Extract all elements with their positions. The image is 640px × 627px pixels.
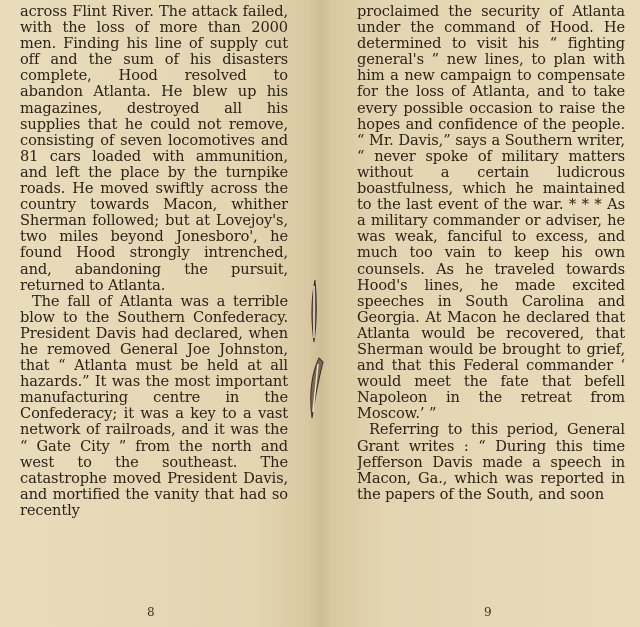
right-page [357, 4, 625, 606]
left-paragraph-2: The fall of Atlanta was a terrible blow to the Southern Confederacy. President Davis had declared, when he removed General Joe Johnston, that “ Atlanta must be held at all hazards.” It was the most important manufacturing centre in the Confederacy; it was a key to a vast network of railroads, and it was the “ Gate City ” from the north and west to the southeast. The catastrophe moved President Davis, and mortified the vanity that had so recently [20, 292, 288, 519]
right-paragraph-2: Referring to this period, General Grant writes : “ During this time Jefferson Davis made a speech in Macon, Ga., which was reported in the papers of the South, and soon [357, 421, 625, 503]
right-paragraph-1: proclaimed the security of Atlanta under the command of Hood. He determined to visit his “ fighting general's ” new lines, to plan with him a new campaign to compensate for the loss of Atlanta, and to take every possible occasion to raise the hopes and confidence of the people. “ Mr. Davis,” says a Southern writer, “ never spoke of military matters without a certain ludicrous boastfulness, which he maintained to the last event of the war. * * * As a military commander or adviser, he was weak, fanciful to excess, and much too vain to keep his own counsels. As he traveled towards Hood's lines, he made excited speeches in South Carolina and Georgia. At Macon he declared that Atlanta would be recovered, that Sherman would be brought to grief, and that this Federal commander ‘ would meet the fate that befell Napoleon in the retreat from Moscow.’ ” [357, 4, 625, 423]
page-number-left: 8 [147, 605, 155, 619]
left-paragraph-1: across Flint River. The attack failed, with the loss of more than 2000 men. Finding his line of supply cut off and the sum of his disasters complete, Hood resolved to abandon Atlanta. He blew up his magazines, destroyed all his supplies that he could not remove, consisting of seven locomotives and 81 cars loaded with ammunition, and left the place by the turnpike roads. He moved swiftly across the country towards Macon, whither Sherman followed; but at Lovejoy's, two miles beyond Jonesboro', he found Hood strongly intrenched, and, abandoning the pursuit, returned to Atlanta. [20, 4, 288, 294]
left-page [20, 4, 288, 606]
page-number-right: 9 [484, 605, 492, 619]
binding-staple-icon [299, 280, 329, 420]
